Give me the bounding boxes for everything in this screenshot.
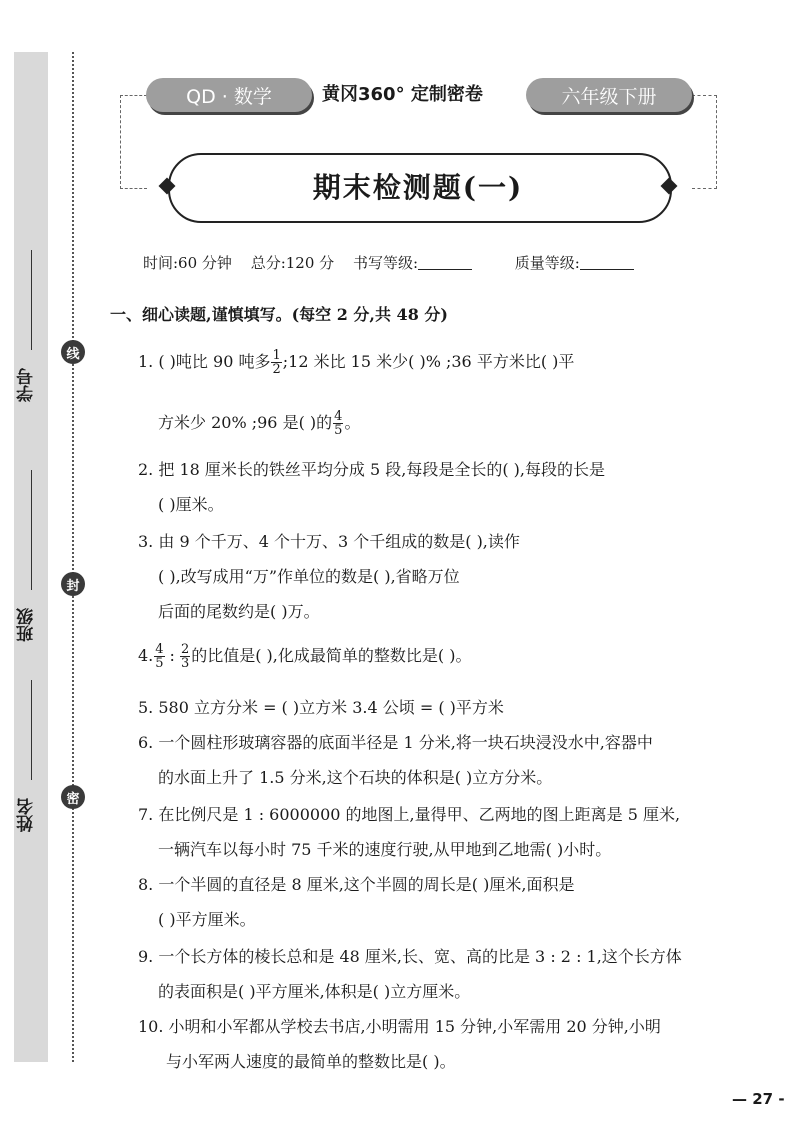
q3-line2: ( ),改写成用“万”作单位的数是( ),省略万位 xyxy=(158,567,460,586)
seal-seal-mark: 封 xyxy=(61,572,85,596)
page-number: — 27 - xyxy=(732,1090,785,1108)
left-frame-dash xyxy=(120,95,147,189)
fraction: $\frac{2}{3}$ xyxy=(180,642,190,671)
q9-line2: 的表面积是( )平方厘米,体积是( )立方厘米。 xyxy=(158,982,471,1001)
fraction: $\frac{4}{5}$ xyxy=(155,642,164,671)
quality-grade: 质量等级: xyxy=(515,254,634,272)
q3-line1: 3. 由 9 个千万、4 个十万、3 个千组成的数是( ),读作 xyxy=(138,532,520,551)
total-score: 总分:120 分 xyxy=(250,254,335,272)
q1-line2: 方米少 20% ;96 是( )的 $\frac{4}{5}$ 。 xyxy=(158,409,361,438)
student-id-line xyxy=(31,250,32,350)
fraction: $\frac{4}{5}$ xyxy=(334,409,343,438)
q4-line1: 4. $\frac{4}{5}$ : $\frac{2}{3}$ 的比值是( ),化成最简单的整数比是( )。 xyxy=(138,642,472,671)
series-title: 黄冈360° 定制密卷 xyxy=(322,84,483,105)
class-line xyxy=(31,470,32,590)
name-line xyxy=(31,680,32,780)
cut-line xyxy=(72,52,74,1062)
writing-grade: 书写等级: xyxy=(353,254,472,272)
q9-line1: 9. 一个长方体的棱长总和是 48 厘米,长、宽、高的比是 3 : 2 : 1,这个长方体 xyxy=(138,947,682,966)
q7-line2: 一辆汽车以每小时 75 千米的速度行驶,从甲地到乙地需( )小时。 xyxy=(158,840,612,859)
right-frame-dash xyxy=(692,95,717,189)
grade-pill: 六年级下册 xyxy=(526,78,692,112)
q2-line2: ( )厘米。 xyxy=(158,495,224,514)
time-limit: 时间:60 分钟 xyxy=(143,254,232,272)
q2-line1: 2. 把 18 厘米长的铁丝平均分成 5 段,每段是全长的( ),每段的长是 xyxy=(138,460,605,479)
q6-line1: 6. 一个圆柱形玻璃容器的底面半径是 1 分米,将一块石块浸没水中,容器中 xyxy=(138,733,653,752)
q10-line1: 10. 小明和小军都从学校去书店,小明需用 15 分钟,小军需用 20 分钟,小明 xyxy=(138,1017,661,1036)
class-label: 班级 xyxy=(17,608,37,642)
section-title: 一、细心读题,谨慎填写。(每空 2 分,共 48 分) xyxy=(110,305,448,324)
fraction: $\frac{1}{2}$ xyxy=(272,348,281,377)
exam-meta xyxy=(143,252,648,273)
q5-line1: 5. 580 立方分米 = ( )立方米 3.4 公顷 = ( )平方米 xyxy=(138,698,504,717)
q6-line2: 的水面上升了 1.5 分米,这个石块的体积是( )立方分米。 xyxy=(158,768,553,787)
seal-secret-mark: 密 xyxy=(61,785,85,809)
q7-line1: 7. 在比例尺是 1 : 6000000 的地图上,量得甲、乙两地的图上距离是 5 厘米, xyxy=(138,805,681,824)
q3-line3: 后面的尾数约是( )万。 xyxy=(158,602,320,621)
q8-line1: 8. 一个半圆的直径是 8 厘米,这个半圆的周长是( )厘米,面积是 xyxy=(138,875,575,894)
q1-line1: 1. ( )吨比 90 吨多 $\frac{1}{2}$ ;12 米比 15 米少( )% ;36 平方米比( )平 xyxy=(138,348,575,377)
seal-line-mark: 线 xyxy=(61,340,85,364)
subject-pill: QD · 数学 xyxy=(146,78,312,112)
name-label: 姓名 xyxy=(17,798,37,832)
q8-line2: ( )平方厘米。 xyxy=(158,910,256,929)
student-id-label: 学号 xyxy=(17,368,37,402)
q10-line2: 与小军两人速度的最简单的整数比是( )。 xyxy=(166,1052,456,1071)
page-title: 期末检测题(一) xyxy=(312,171,524,204)
